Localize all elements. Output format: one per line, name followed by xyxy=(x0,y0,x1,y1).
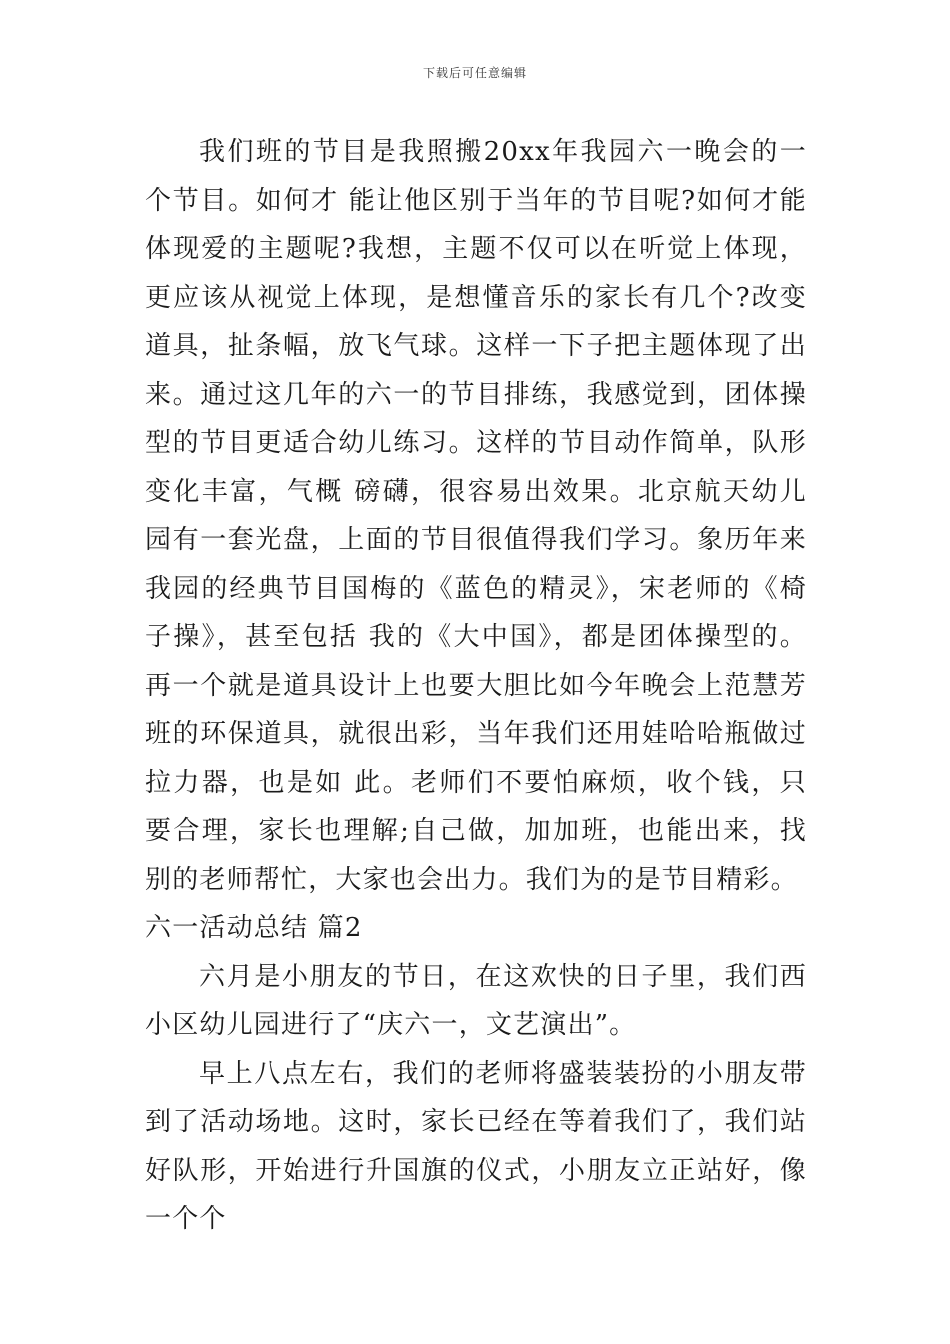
paragraph-morning-ceremony: 早上八点左右，我们的老师将盛装装扮的小朋友带到了活动场地。这时，家长已经在等着我们了，我们站好队形，开始进行升国旗的仪式，小朋友立正站好，像一个个 xyxy=(145,1058,807,1234)
paragraph-program-reflection: 我们班的节目是我照搬20xx年我园六一晚会的一个节目。如何才 能让他区别于当年的节目呢?如何才能体现爱的主题呢?我想，主题不仅可以在听觉上体现，更应该从视觉上体现，是想懂音乐的家长有几个?改变道具，扯条幅，放飞气球。这样一下子把主题体现了出来。通过这几年的六一的节目排练，我感觉到，团体操型的节目更适合幼儿练习。这样的节目动作简单，队形变化丰富，气概 磅礴，很容易出效果。北京航天幼儿园有一套光盘，上面的节目很值得我们学习。象历年来我园的经典节目国梅的《蓝色的精灵》，宋老师的《椅子操》，甚至包括 我的《大中国》，都是团体操型的。再一个就是道具设计上也要大胆比如今年晚会上范慧芳班的环保道具，就很出彩，当年我们还用娃哈哈瓶做过拉力器，也是如 此。老师们不要怕麻烦，收个钱，只要合理，家长也理解;自己做，加加班，也能出来，找别的老师帮忙，大家也会出力。我们为的是节目精彩。 xyxy=(145,137,807,895)
paragraph-childrens-day-intro: 六月是小朋友的节日，在这欢快的日子里，我们西小区幼儿园进行了“庆六一，文艺演出”。 xyxy=(145,961,807,1040)
document-body xyxy=(145,128,807,1244)
section-heading: 六一活动总结 篇2 xyxy=(145,913,363,943)
page-header: 下载后可任意编辑 xyxy=(422,66,527,80)
